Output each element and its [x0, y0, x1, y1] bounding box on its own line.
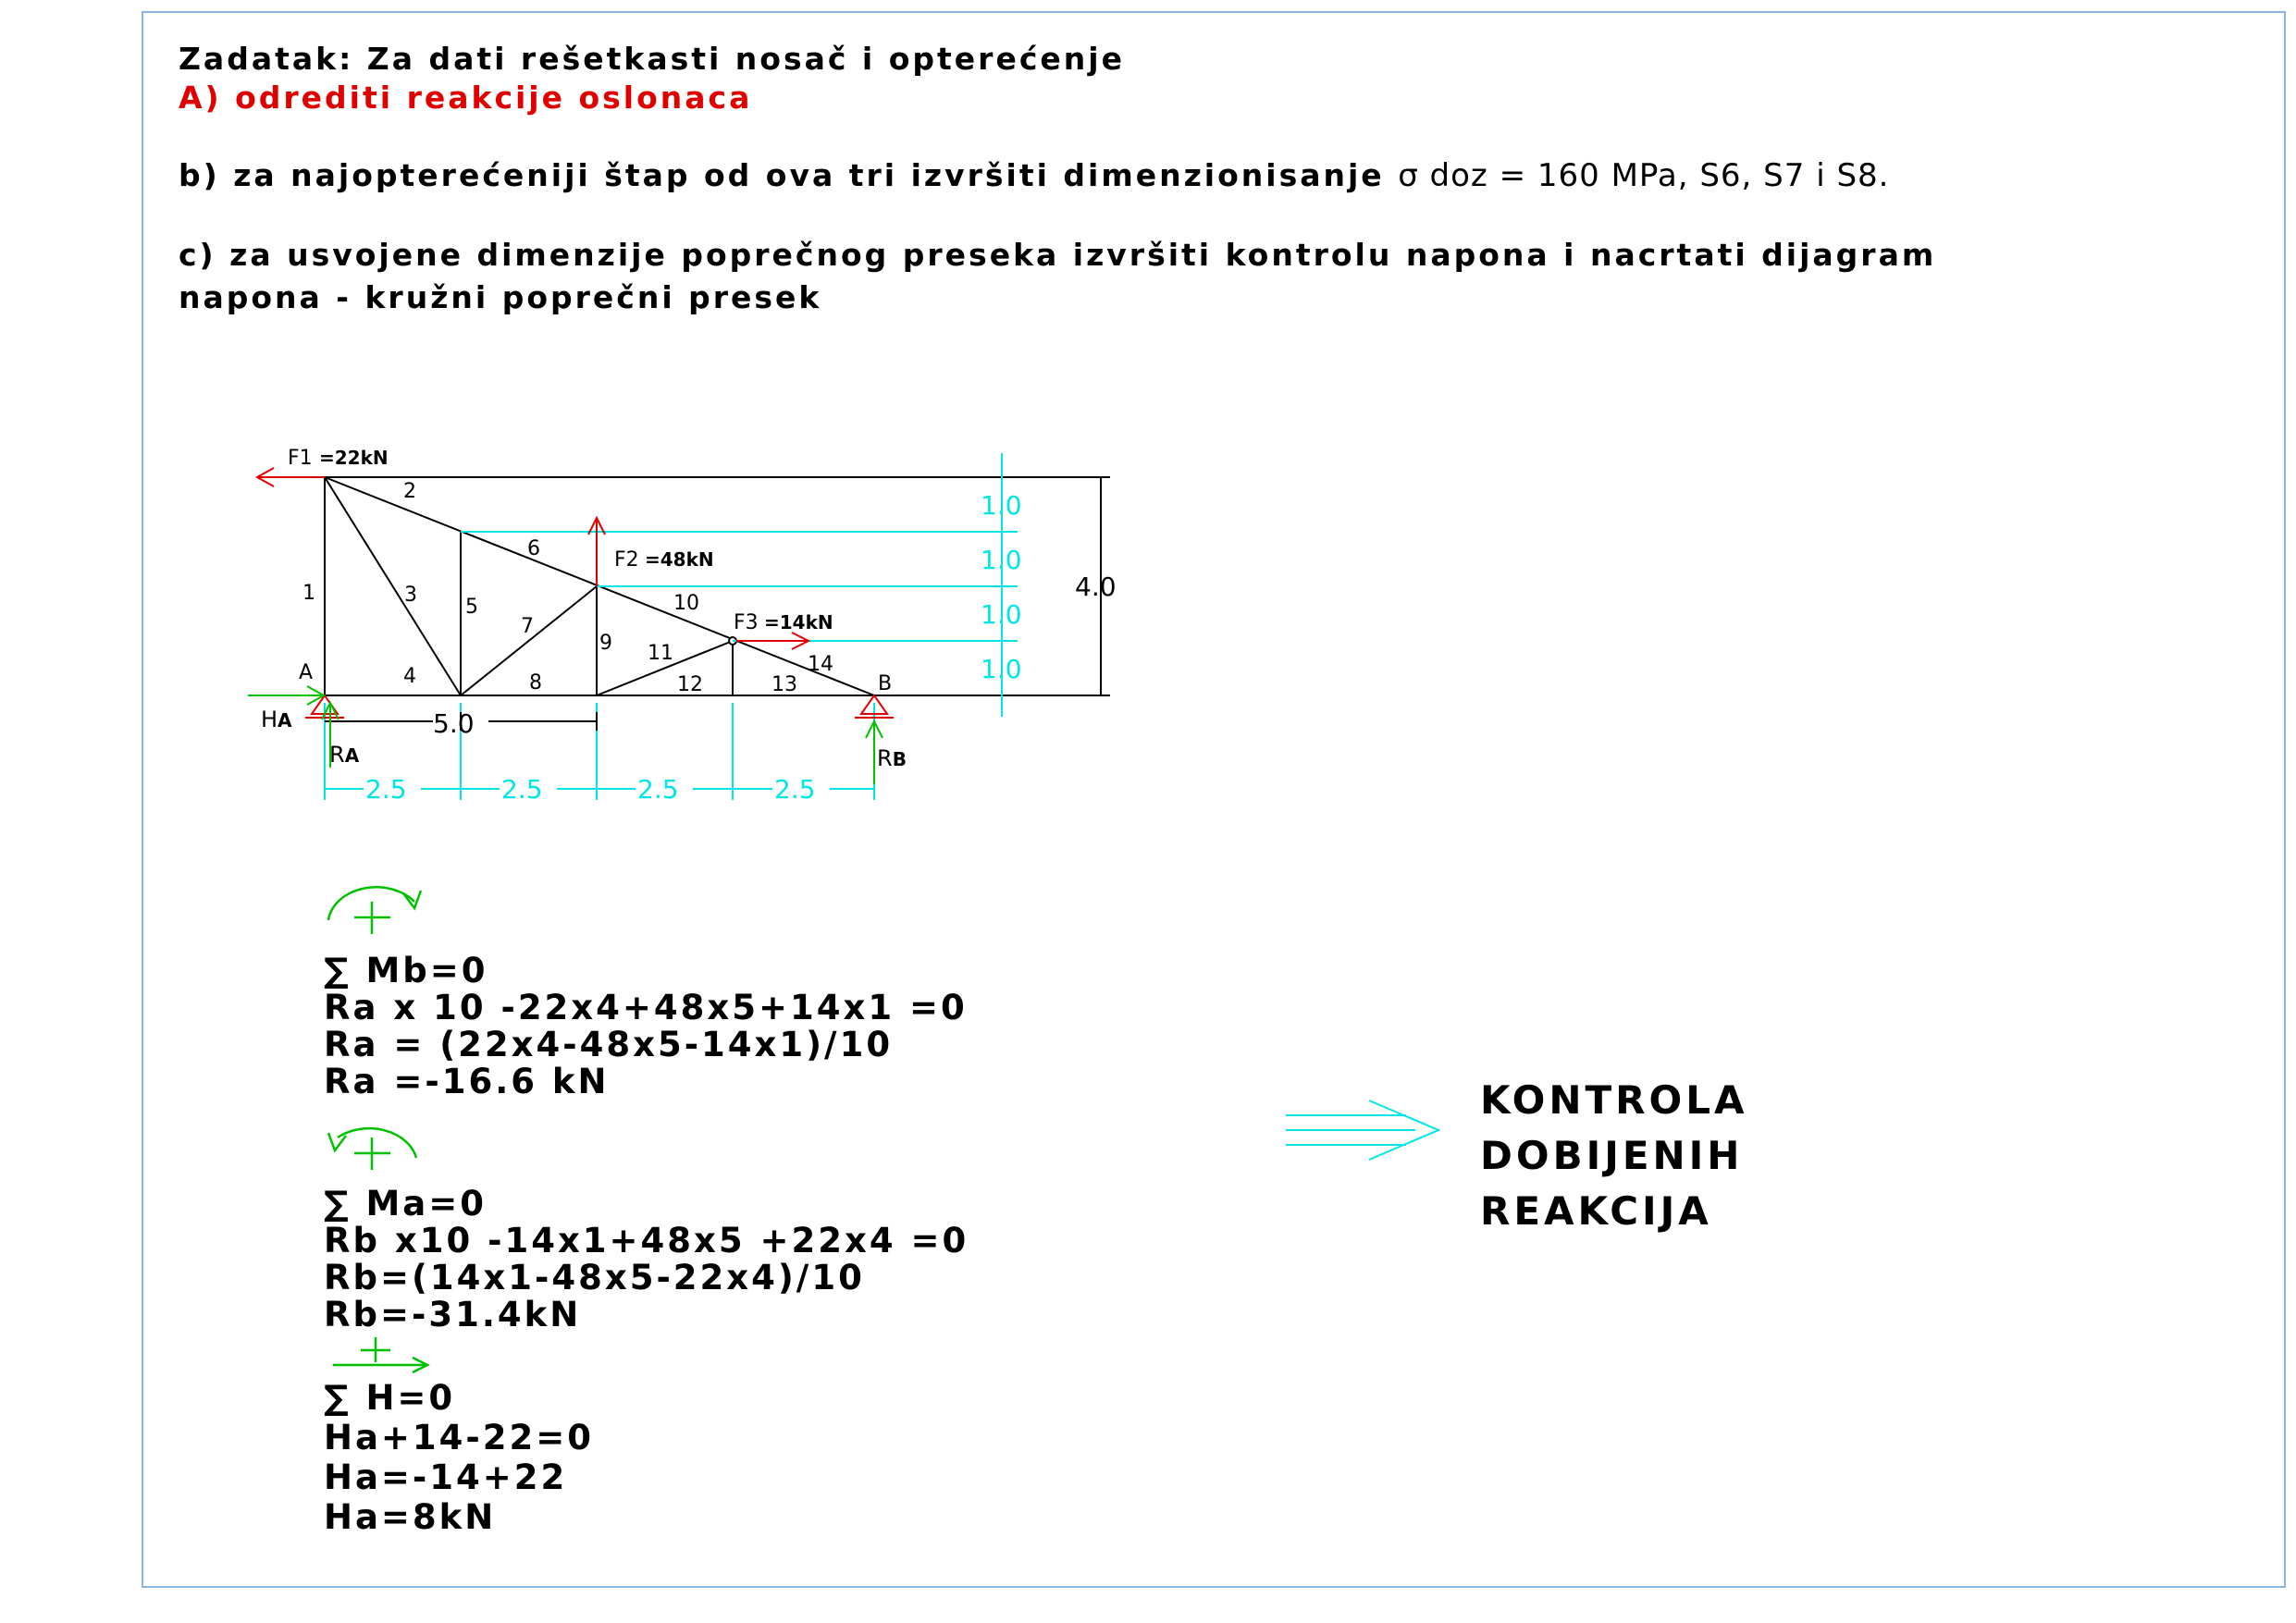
- member-label-7: 7: [521, 615, 534, 638]
- member-label-11: 11: [648, 642, 673, 665]
- eq-ma-line1: Rb x10 -14x1+48x5 +22x4 =0: [324, 1221, 969, 1260]
- f2-value: =48kN: [645, 548, 714, 571]
- dim-bottom-1: 2.5: [365, 774, 407, 805]
- eq-ma-line2: Rb=(14x1-48x5-22x4)/10: [324, 1258, 865, 1297]
- node-a-label: A: [299, 661, 314, 684]
- implies-arrow-icon: [1286, 1100, 1438, 1160]
- dim-right-4: 1.0: [981, 654, 1022, 684]
- ra-label: [329, 742, 360, 768]
- task-title: Zadatak: Za dati rešetkasti nosač i opterećenje: [179, 41, 1125, 77]
- f2-label: F2: [614, 548, 639, 572]
- f1-value: =22kN: [319, 447, 389, 469]
- task-part-c-cont: napona - kružni poprečni presek: [179, 279, 822, 315]
- dim-right-2: 1.0: [981, 545, 1022, 575]
- eq-h-line2: Ha=-14+22: [324, 1457, 568, 1497]
- construction-lines: [325, 453, 1018, 800]
- eq-sum-ma: ∑ Ma=0: [324, 1184, 487, 1223]
- f1-label: F1: [288, 447, 313, 470]
- eq-mb-result: Ra =-16.6 kN: [324, 1062, 610, 1101]
- f3-label: F3: [734, 611, 759, 634]
- dim-right-3: 1.0: [981, 599, 1022, 630]
- member-label-5: 5: [465, 596, 478, 619]
- member-label-2: 2: [403, 480, 416, 503]
- force-arrows: [257, 468, 894, 718]
- member-label-9: 9: [599, 632, 612, 655]
- eq-ma-result: Rb=-31.4kN: [324, 1295, 582, 1334]
- ha-label-sub: A: [278, 709, 292, 732]
- conclusion-line-2: DOBIJENIH: [1480, 1133, 1744, 1178]
- task-part-a: A) odrediti reakcije oslonaca: [179, 80, 753, 116]
- task-part-b-spec: σ doz = 160 MPa, S6, S7 i S8.: [1398, 157, 1890, 194]
- rb-label: [877, 745, 907, 771]
- dim-right-1: 1.0: [981, 490, 1022, 521]
- conclusion-line-3: REAKCIJA: [1480, 1188, 1712, 1234]
- ra-label-main: R: [329, 742, 345, 768]
- ha-label: [261, 707, 292, 732]
- dim-bottom-2: 2.5: [501, 774, 543, 805]
- member-label-13: 13: [772, 673, 797, 696]
- eq-sum-h: ∑ H=0: [324, 1378, 456, 1418]
- conclusion-text: [1480, 1073, 1747, 1239]
- conclusion-line-1: KONTROLA: [1480, 1077, 1748, 1123]
- member-line-3: [325, 477, 461, 695]
- member-label-12: 12: [677, 673, 703, 696]
- task-part-c: c) za usvojene dimenzije poprečnog preseka izvršiti kontrolu napona i nacrtati dijagram: [179, 237, 1937, 273]
- span-dim-label: 5.0: [433, 708, 475, 739]
- f3-value: =14kN: [764, 611, 833, 633]
- eq-mb-line2: Ra = (22x4-48x5-14x1)/10: [324, 1025, 894, 1064]
- member-label-10: 10: [673, 592, 699, 615]
- eq-mb-line1: Ra x 10 -22x4+48x5+14x1 =0: [324, 988, 968, 1027]
- reaction-arrows: [248, 686, 883, 784]
- eq-h-result: Ha=8kN: [324, 1497, 497, 1537]
- member-label-8: 8: [529, 671, 542, 695]
- member-label-14: 14: [808, 653, 833, 676]
- eq-sum-mb: ∑ Mb=0: [324, 951, 488, 990]
- rb-label-main: R: [877, 745, 893, 771]
- bottom-dim-labels: [365, 490, 1022, 805]
- member-label-6: 6: [527, 537, 540, 560]
- member-label-1: 1: [302, 582, 315, 605]
- ha-label-main: H: [261, 707, 278, 732]
- eq-h-line1: Ha+14-22=0: [324, 1418, 595, 1457]
- dim-bottom-4: 2.5: [774, 774, 816, 805]
- member-label-3: 3: [404, 584, 417, 607]
- dim-bottom-3: 2.5: [637, 774, 679, 805]
- rb-label-sub: B: [892, 748, 907, 770]
- task-part-b-text: b) za najopterećeniji štap od ova tri izvršiti dimenzionisanje: [179, 157, 1385, 193]
- height-dim-label: 4.0: [1075, 572, 1117, 602]
- node-b-label: B: [878, 672, 893, 695]
- member-label-4: 4: [403, 665, 416, 688]
- ra-label-sub: A: [344, 744, 360, 767]
